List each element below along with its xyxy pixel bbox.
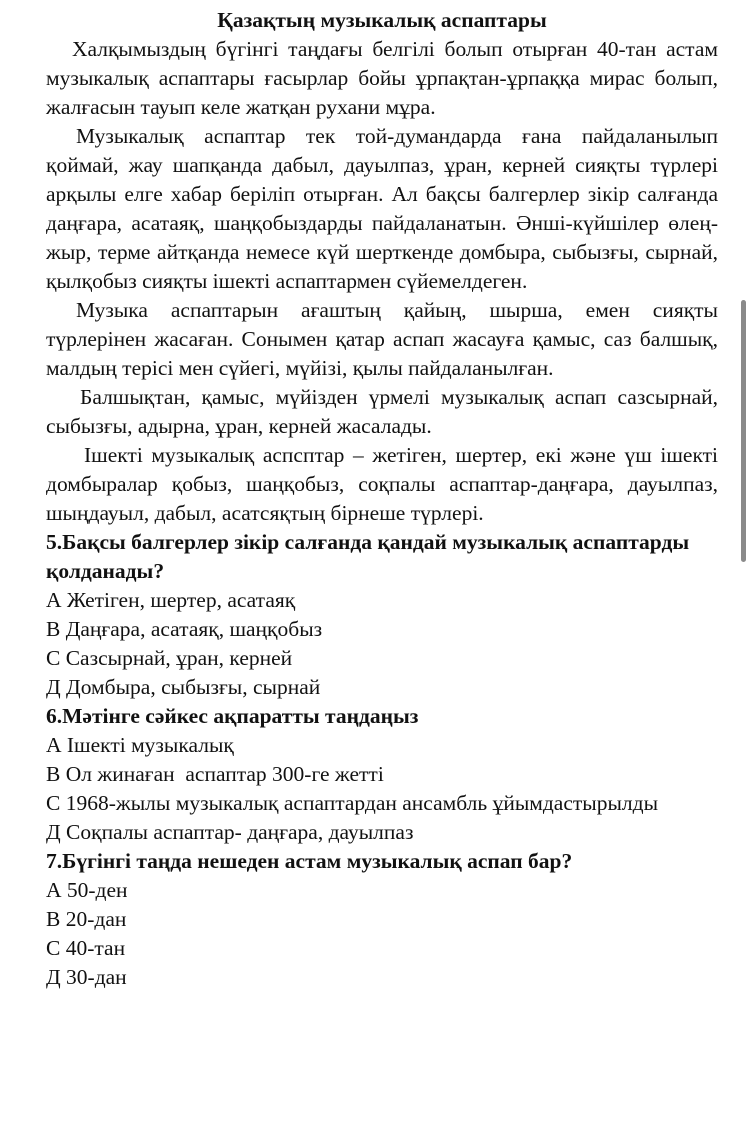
document-title: Қазақтың музыкалық аспаптары	[217, 8, 547, 32]
question-7-option-a: А 50-ден	[46, 878, 128, 902]
question-5	[46, 528, 718, 702]
question-6	[46, 702, 718, 847]
paragraph-2: Музыкалық аспаптар тек той-думандарда ғана пайдаланылып қоймай, жау шапқанда дабыл, дауылпаз, ұран, керней сияқты түрлері арқылы елге хабар беріліп отырған. Ал бақсы балгерлер зікір салғанда даңғара, асатаяқ, шаңқобыздарды пайдаланатын. Әнші-күйшілер өлең-жыр, терме айтқанда немесе күй шерткенде домбыра, сыбызғы, сырнай, қылқобыз сияқты ішекті аспаптармен сүйемелдеген.	[46, 124, 718, 293]
question-5-option-d: Д Домбыра, сыбызғы, сырнай	[46, 675, 321, 699]
question-6-option-d: Д Соқпалы аспаптар- даңғара, дауылпаз	[46, 820, 414, 844]
question-6-prompt: 6.Мәтінге сәйкес ақпаратты таңдаңыз	[46, 704, 419, 728]
question-5-option-c: С Сазсырнай, ұран, керней	[46, 646, 293, 670]
question-5-option-b: В Даңғара, асатаяқ, шаңқобыз	[46, 617, 323, 641]
question-7-option-d: Д 30-дан	[46, 965, 127, 989]
question-7-option-c: С 40-тан	[46, 936, 126, 960]
paragraph-1: Халқымыздың бүгінгі таңдағы белгілі болып отырған 40-тан астам музыкалық аспаптары ғасырлар бойы ұрпақтан-ұрпаққа мирас болып, жалғасын тауып келе жатқан рухани мұра.	[46, 37, 718, 119]
question-7	[46, 847, 718, 992]
question-6-option-b: В Ол жинаған аспаптар 300-ге жетті	[46, 762, 384, 786]
question-5-option-a: А Жетіген, шертер, асатаяқ	[46, 588, 296, 612]
paragraph-4: Балшықтан, қамыс, мүйізден үрмелі музыкалық аспап сазсырнай, сыбызғы, адырна, ұран, керней жасалады.	[46, 385, 718, 438]
question-5-prompt: 5.Бақсы балгерлер зікір салғанда қандай музыкалық аспаптарды қолданады?	[46, 530, 690, 583]
vertical-scrollbar[interactable]	[741, 300, 746, 562]
document-page	[46, 6, 718, 992]
question-7-prompt: 7.Бүгінгі таңда нешеден астам музыкалық аспап бар?	[46, 849, 573, 873]
question-6-option-a: А Ішекті музыкалық	[46, 733, 234, 757]
paragraph-5: Ішекті музыкалық аспсптар – жетіген, шертер, екі және үш ішекті домбыралар қобыз, шаңқобыз, соқпалы аспаптар-даңғара, дауылпаз, шыңдауыл, дабыл, асатсяқтың бірнеше түрлері.	[46, 443, 718, 525]
question-7-option-b: В 20-дан	[46, 907, 127, 931]
question-6-option-c: С 1968-жылы музыкалық аспаптардан ансамбль ұйымдастырылды	[46, 791, 659, 815]
paragraph-3: Музыка аспаптарын ағаштың қайың, шырша, емен сияқты түрлерінен жасаған. Сонымен қатар аспап жасауға қамыс, саз балшық, малдың терісі мен сүйегі, мүйізі, қылы пайдаланылған.	[46, 298, 718, 380]
